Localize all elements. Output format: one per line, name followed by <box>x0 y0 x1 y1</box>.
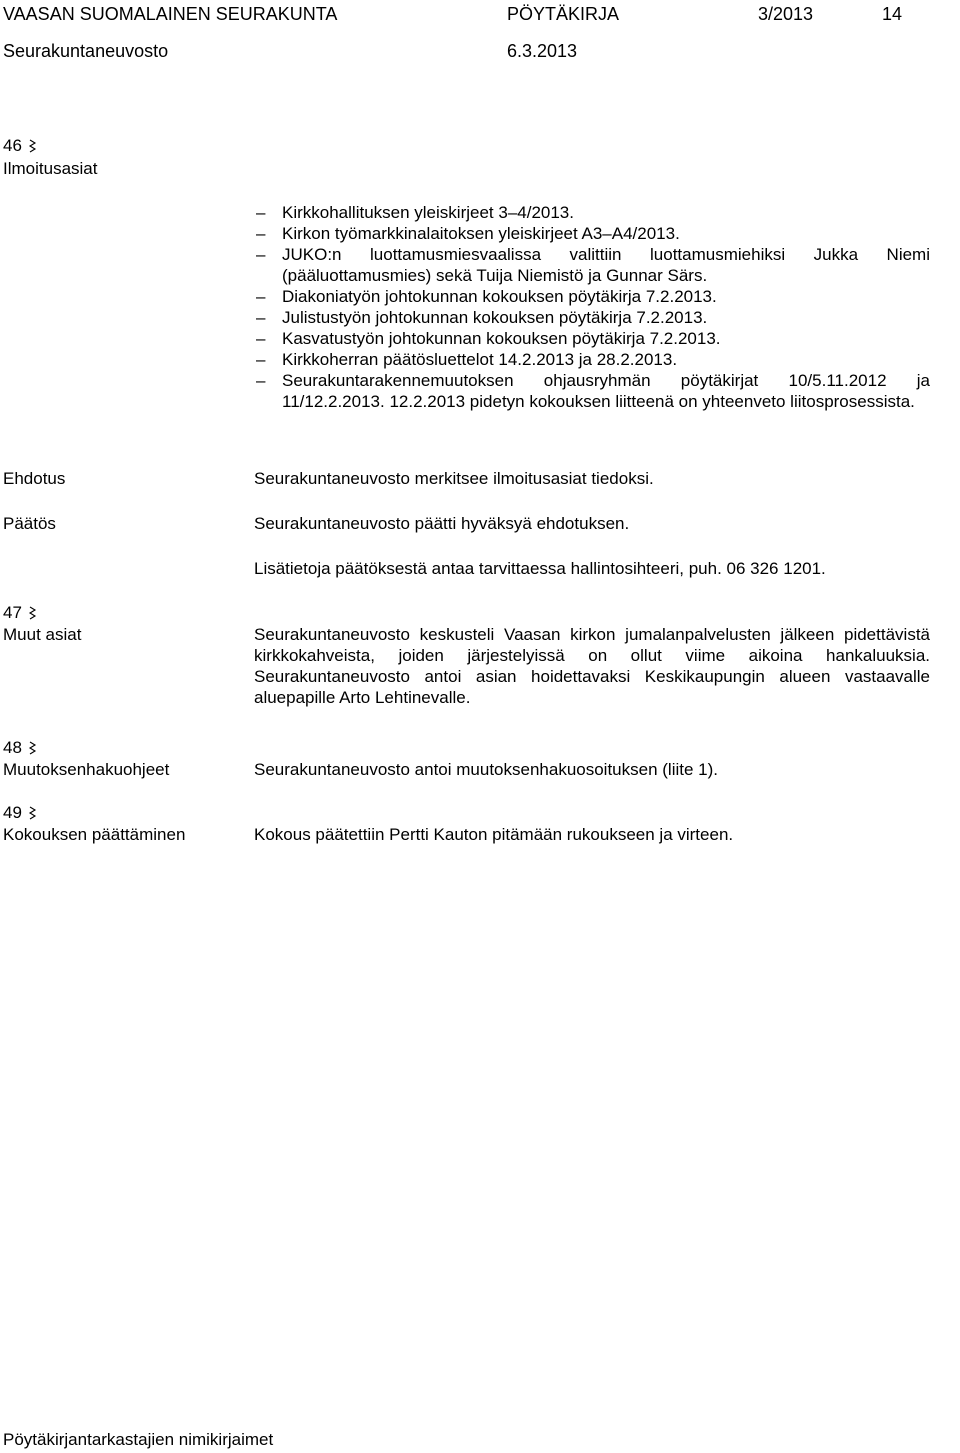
list-item-text: Julistustyön johtokunnan kokouksen pöytäkirja 7.2.2013. <box>282 308 708 327</box>
section-sign-icon <box>28 137 37 154</box>
list-item-text: Diakoniatyön johtokunnan kokouksen pöytäkirja 7.2.2013. <box>282 287 717 306</box>
dash-bullet-icon: – <box>256 350 266 369</box>
document-number: 3/2013 <box>758 4 814 24</box>
section-49-number <box>3 801 37 823</box>
dash-bullet-icon: – <box>256 329 266 348</box>
list-item <box>254 307 930 328</box>
section-47-text: Seurakuntaneuvosto keskusteli Vaasan kirkon jumalanpalvelusten jälkeen pidettävistä kirkkokahveista, joiden järjestelyissä on ollut viime aikoina hankaluuksia. Seurakuntaneuvosto antoi asian hoidettavaksi Keskikaupungin alueen vastaavalle aluepapille Arto Lehtinevalle. <box>254 625 930 707</box>
announcement-list <box>254 202 930 412</box>
proposal-text: Seurakuntaneuvosto merkitsee ilmoitusasiat tiedoksi. <box>254 469 654 488</box>
list-item-text: Kirkkohallituksen yleiskirjeet 3–4/2013. <box>282 203 574 222</box>
section-47-title: Muut asiat <box>3 625 82 644</box>
proposal-label: Ehdotus <box>3 469 66 488</box>
document-type: PÖYTÄKIRJA <box>507 4 620 24</box>
dash-bullet-icon: – <box>256 224 266 243</box>
dash-bullet-icon: – <box>256 371 266 390</box>
section-number-text: 48 <box>3 738 22 757</box>
list-item-text: Kirkon työmarkkinalaitoksen yleiskirjeet A3–A4/2013. <box>282 224 680 243</box>
section-48-text: Seurakuntaneuvosto antoi muutoksenhakuosoituksen (liite 1). <box>254 760 719 779</box>
section-47-number <box>3 601 37 623</box>
list-item <box>254 370 930 412</box>
additional-info-text: Lisätietoja päätöksestä antaa tarvittaessa hallintosihteeri, puh. 06 326 1201. <box>254 559 826 578</box>
list-item-text: JUKO:n luottamusmiesvaalissa valittiin luottamusmiehiksi Jukka Niemi (pääluottamusmies) sekä Tuija Niemistö ja Gunnar Särs. <box>282 245 930 285</box>
list-item <box>254 202 930 223</box>
list-item <box>254 223 930 244</box>
list-item-text: Seurakuntarakennemuutoksen ohjausryhmän pöytäkirjat 10/5.11.2012 ja 11/12.2.2013. 12.2.2013 pidetyn kokouksen liitteenä on yhteenveto liitosprosessista. <box>282 371 930 411</box>
signatures-label: Pöytäkirjantarkastajien nimikirjaimet <box>3 1430 274 1449</box>
list-item-text: Kasvatustyön johtokunnan kokouksen pöytäkirja 7.2.2013. <box>282 329 721 348</box>
meeting-body: Seurakuntaneuvosto <box>3 41 169 61</box>
section-number-text: 46 <box>3 136 22 155</box>
dash-bullet-icon: – <box>256 203 266 222</box>
section-49-title: Kokouksen päättäminen <box>3 825 186 844</box>
list-item-text: Kirkkoherran päätösluettelot 14.2.2013 ja 28.2.2013. <box>282 350 678 369</box>
list-item <box>254 286 930 307</box>
organization-name: VAASAN SUOMALAINEN SEURAKUNTA <box>3 4 338 24</box>
dash-bullet-icon: – <box>256 308 266 327</box>
section-48-number <box>3 736 37 758</box>
section-48-title: Muutoksenhakuohjeet <box>3 760 170 779</box>
decision-text: Seurakuntaneuvosto päätti hyväksyä ehdotuksen. <box>254 514 630 533</box>
section-sign-icon <box>28 604 37 621</box>
section-number-text: 49 <box>3 803 22 822</box>
meeting-date: 6.3.2013 <box>507 41 578 61</box>
decision-label: Päätös <box>3 514 56 533</box>
dash-bullet-icon: – <box>256 287 266 306</box>
page-number: 14 <box>882 4 903 24</box>
section-46-title: Ilmoitusasiat <box>3 159 98 178</box>
list-item <box>254 244 930 286</box>
section-sign-icon <box>28 739 37 756</box>
section-sign-icon <box>28 804 37 821</box>
list-item <box>254 349 930 370</box>
section-49-text: Kokous päätettiin Pertti Kauton pitämään rukoukseen ja virteen. <box>254 825 734 844</box>
section-number-text: 47 <box>3 603 22 622</box>
dash-bullet-icon: – <box>256 245 266 264</box>
section-46-number <box>3 134 37 156</box>
list-item <box>254 328 930 349</box>
